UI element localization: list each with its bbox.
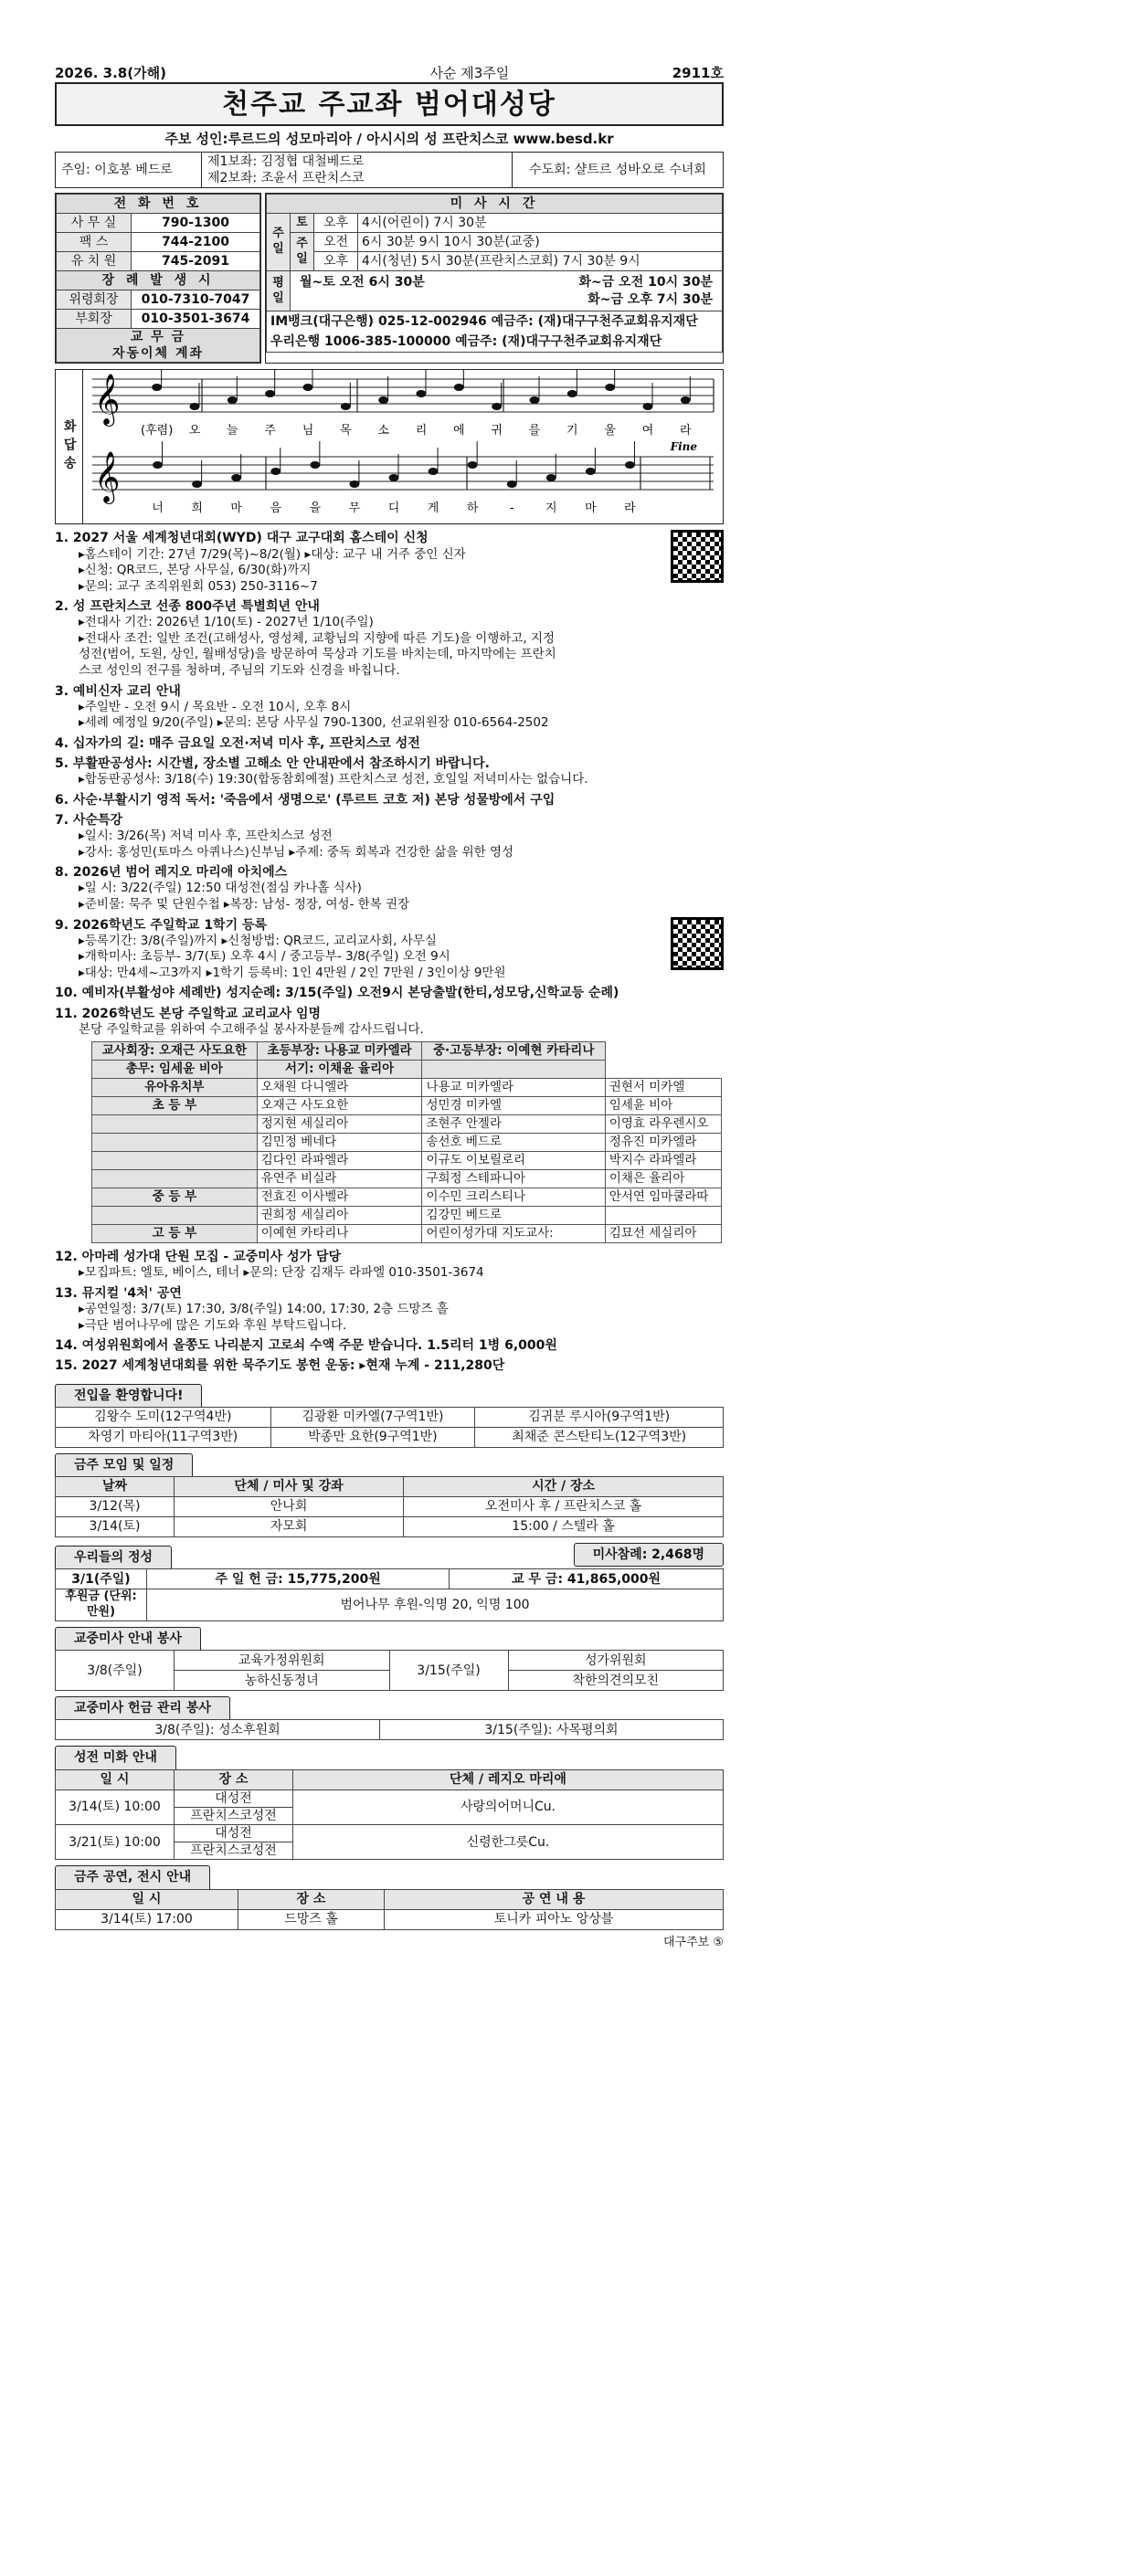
- teacher-name: 김민정 베네다: [257, 1134, 422, 1152]
- support-label: 후원금 (단위:만원): [56, 1589, 147, 1621]
- lyric-syllable: 마: [230, 501, 242, 516]
- qr-code-icon: [671, 530, 724, 583]
- teacher-dept: 유아유치부: [92, 1079, 258, 1097]
- qr-code-icon: [671, 917, 724, 970]
- contact-title: 전 화 번 호: [57, 195, 260, 214]
- vice-pastors: [202, 153, 513, 187]
- notice-line: ▸준비물: 묵주 및 단원수첩 ▸복장: 남성- 정장, 여성- 한복 권장: [79, 896, 410, 912]
- lyric-syllable: 늘: [227, 424, 238, 438]
- lyric-syllable: 목: [340, 424, 352, 438]
- notice-line: ▸공연일정: 3/7(토) 17:30, 3/8(주일) 14:00, 17:30, 2층 드망즈 홀: [79, 1302, 449, 1317]
- bank-account-2: 우리은행 1006-385-100000 예금주: (재)대구구천주교회유지재단: [270, 334, 662, 349]
- lyric-syllable: 마: [585, 501, 597, 516]
- lyric-syllable: 음: [270, 501, 282, 516]
- cleaning-tab: 성전 미화 안내: [55, 1746, 176, 1768]
- notice-line: ▸일 시: 3/22(주일) 12:50 대성전(점심 카나홀 식사): [79, 881, 362, 896]
- show-place: 드망즈 홀: [238, 1909, 385, 1929]
- notice-line: 본당 주일학교를 위하여 수고해주실 봉사자분들께 감사드립니다.: [79, 1021, 424, 1037]
- meeting-group: 안나회: [175, 1497, 404, 1517]
- notice-item: [55, 917, 724, 982]
- note-head: [378, 396, 388, 404]
- bulletin-page: [55, 60, 724, 1950]
- lyric-syllable: 리: [415, 424, 428, 438]
- teacher-name: 김강민 베드로: [422, 1207, 605, 1225]
- notices-list: [55, 530, 724, 1038]
- giving-title: [57, 329, 260, 363]
- note-head: [468, 461, 478, 469]
- note-head: [389, 474, 399, 481]
- guide-date: 3/15(주일): [389, 1651, 508, 1691]
- newcomer: 차영기 마티아(11구역3반): [56, 1427, 271, 1447]
- notice-title: 11. 2026학년도 본당 주일학교 교리교사 임명: [55, 1006, 321, 1021]
- cash-tab: 교중미사 헌금 관리 봉사: [55, 1696, 230, 1719]
- guide-group: 성가위원회: [508, 1651, 724, 1671]
- teacher-name: 김묘선 세실리아: [605, 1225, 721, 1243]
- teacher-name: 오채원 다니엘라: [257, 1079, 422, 1097]
- notice-line: ▸주일반 - 오전 9시 / 목요반 - 오전 10시, 오후 8시: [79, 699, 352, 714]
- giving-sub: 자동이체 계좌: [111, 346, 205, 362]
- teacher-dept: [92, 1207, 258, 1225]
- notice-item: [55, 1337, 724, 1354]
- notice-item: [55, 683, 724, 732]
- teacher-name: 권현서 미카엘: [605, 1079, 721, 1097]
- notice-line: ▸문의: 교구 조직위원회 053) 250-3116~7: [79, 578, 318, 594]
- notice-item: [55, 792, 724, 808]
- notice-item: [55, 530, 724, 595]
- lyric-syllable: 귀: [491, 424, 503, 438]
- col-content: 공 연 내 용: [385, 1889, 724, 1909]
- treble-clef-icon: 𝄞: [94, 451, 121, 503]
- col-group: 단체 / 미사 및 강좌: [175, 1477, 404, 1497]
- col-time: 시간 / 장소: [404, 1477, 724, 1497]
- giving-label: 교 무 금: [130, 330, 186, 344]
- meeting-group: 자모회: [175, 1517, 404, 1537]
- patron-line: 주보 성인:루르드의 성모마리아 / 아시시의 성 프란치스코 www.besd.kr: [164, 131, 614, 147]
- notice-title: 15. 2027 세계청년대회를 위한 묵주기도 봉헌 운동: ▸현재 누계 - 211,280단: [55, 1358, 505, 1374]
- teacher-name: 이규도 이보릴로리: [422, 1152, 605, 1170]
- contact-table: [55, 193, 261, 364]
- cleaning-place: 프란치스코성전: [175, 1807, 293, 1824]
- sun-label: 주일: [291, 233, 314, 271]
- weekday-label: 평 일: [267, 271, 291, 311]
- offering-tabs: [55, 1537, 724, 1568]
- notice-title: 12. 아마레 성가대 단원 모집 - 교중미사 성가 담당: [55, 1250, 342, 1265]
- notices-list-2: [55, 1249, 724, 1374]
- teacher-name: 서기: 이채윤 율리아: [257, 1061, 422, 1079]
- office-label: 사 무 실: [57, 214, 132, 233]
- pastors-bar: [55, 152, 724, 188]
- guide-date: 3/8(주일): [56, 1651, 175, 1691]
- notice-item: [55, 1357, 724, 1374]
- notice-line: ▸대상: 만4세~고3까지 ▸1학기 등록비: 1인 4만원 / 2인 7만원 / 3인이상 9만원: [79, 965, 506, 980]
- note-head: [190, 403, 200, 410]
- notice-item: [55, 1006, 724, 1039]
- teacher-dept: [92, 1134, 258, 1152]
- newcomer: 최채준 콘스탄티노(12구역3반): [475, 1427, 724, 1447]
- cleaning-table: [55, 1769, 724, 1861]
- weekday-am-extra: 화~금 오전 10시 30분: [578, 275, 713, 290]
- notice-item: [55, 1249, 724, 1282]
- teacher-name: 이수민 크리스티나: [422, 1188, 605, 1207]
- saturday-label: 토: [291, 214, 314, 233]
- guide-group: 착한의견의모친: [508, 1671, 724, 1691]
- funeral-head-label: 위령회장: [57, 290, 132, 310]
- cleaning-place: 프란치스코성전: [175, 1842, 293, 1860]
- note-head: [625, 461, 635, 469]
- lyric-syllable: 소: [377, 424, 389, 438]
- teacher-name: 조현주 안젤라: [422, 1115, 605, 1134]
- teacher-name: 권희정 세실리아: [257, 1207, 422, 1225]
- teacher-dept: 중 등 부: [92, 1188, 258, 1207]
- lyric-syllable: 게: [427, 501, 439, 516]
- teacher-dept: [92, 1152, 258, 1170]
- main-pastor: 주임: 이호봉 베드로: [56, 153, 202, 187]
- lyric-syllable: 를: [528, 424, 541, 438]
- note-head: [192, 480, 202, 488]
- note-head: [546, 474, 556, 481]
- note-head: [231, 474, 241, 481]
- psalm-label: 화답송: [56, 370, 83, 523]
- notice-line: ▸강사: 홍성민(토마스 아퀴나스)신부님 ▸주제: 중독 회복과 건강한 삶을 위한 영성: [79, 844, 514, 860]
- note-head: [270, 468, 280, 475]
- issue-date: 2026. 3.8(가해): [55, 64, 166, 81]
- notice-line: ▸신청: QR코드, 본당 사무실, 6/30(화)까지: [79, 563, 312, 578]
- guide-group: 교육가정위원회: [175, 1651, 390, 1671]
- funeral-vice-label: 부회장: [57, 310, 132, 329]
- teacher-dept: 총무: 임세윤 비아: [92, 1061, 258, 1079]
- newcomer: 박종만 요한(9구역1반): [270, 1427, 475, 1447]
- cash-duty: 3/8(주일): 성소후원회: [56, 1720, 380, 1740]
- teacher-name: 이채은 율리아: [605, 1170, 721, 1188]
- notice-item: [55, 598, 724, 679]
- cleaning-place: 대성전: [175, 1789, 293, 1807]
- teacher-name: 초등부장: 나용교 미카엘라: [257, 1042, 422, 1061]
- lyric-syllable: -: [509, 501, 514, 516]
- lyric-syllable: 주: [264, 424, 276, 438]
- lyric-syllable: 오: [188, 424, 201, 438]
- notice-line: 성전(범어, 도원, 상인, 월배성당)을 방문하여 묵상과 기도를 바치는데, 마지막에는 프란치: [79, 647, 556, 662]
- teacher-name: 임세윤 비아: [605, 1097, 721, 1115]
- office-phone: 790-1300: [132, 214, 260, 233]
- show-content: 토니카 피아노 앙상블: [385, 1909, 724, 1929]
- meeting-date: 3/14(토): [56, 1517, 175, 1537]
- lyric-syllable: 여: [641, 424, 654, 438]
- notice-line: ▸일시: 3/26(목) 저녁 미사 후, 프란치스코 성전: [79, 829, 333, 844]
- funeral-head-phone: 010-7310-7047: [132, 290, 260, 310]
- note-head: [349, 480, 359, 488]
- meeting-date: 3/12(목): [56, 1497, 175, 1517]
- note-head: [417, 390, 427, 397]
- notice-title: 13. 뮤지컬 '4처' 공연: [55, 1286, 182, 1302]
- teacher-name: 송선호 베드로: [422, 1134, 605, 1152]
- lyric-syllable: 울: [604, 424, 616, 438]
- welcome-table: [55, 1407, 724, 1448]
- sun-pm-times: 4시(청년) 5시 30분(프란치스코회) 7시 30분 9시: [358, 252, 723, 271]
- cleaning-group: 사랑의어머니Cu.: [293, 1789, 724, 1824]
- lyric-syllable: 지: [545, 501, 557, 516]
- teacher-dept: 초 등 부: [92, 1097, 258, 1115]
- note-head: [228, 396, 238, 404]
- mass-schedule: [265, 193, 724, 364]
- welcome-tab: 전입을 환영합니다!: [55, 1384, 202, 1407]
- note-head: [492, 403, 502, 410]
- bank-account-1: IM뱅크(대구은행) 025-12-002946 예금주: (재)대구구천주교회유지재단: [270, 314, 698, 329]
- treble-clef-icon: 𝄞: [94, 374, 121, 426]
- meetings-table: [55, 1476, 724, 1537]
- info-section: [55, 193, 724, 364]
- note-head: [681, 396, 691, 404]
- liturgical-sunday: 사순 제3주일: [429, 64, 510, 81]
- offering-date: 3/1(주일): [56, 1569, 147, 1589]
- parish-dues: 교 무 금: 41,865,000원: [450, 1569, 724, 1589]
- music-staff: [83, 370, 723, 523]
- notice-title: 4. 십자가의 길: 매주 금요일 오전·저녁 미사 후, 프란치스코 성전: [55, 735, 420, 751]
- teacher-dept: [92, 1115, 258, 1134]
- col-where: 장 소: [175, 1769, 293, 1789]
- sat-pm-label: 오후: [314, 214, 358, 233]
- vice-pastor-2: 제2보좌: 조윤서 프란치스코: [207, 171, 365, 185]
- note-head: [507, 480, 517, 488]
- note-head: [429, 468, 439, 475]
- fax-number: 744-2100: [132, 233, 260, 252]
- note-head: [586, 468, 596, 475]
- show-date: 3/14(토) 17:00: [56, 1909, 238, 1929]
- notice-item: [55, 1285, 724, 1334]
- notice-line: ▸세례 예정일 9/20(주일) ▸문의: 본당 사무실 790-1300, 선교위원장 010-6564-2502: [79, 715, 549, 731]
- col-legion: 단체 / 레지오 마리애: [293, 1769, 724, 1789]
- lyric-syllable: 디: [387, 501, 400, 516]
- mass-attendance: 미사참례: 2,468명: [574, 1543, 724, 1567]
- fax-label: 팩 스: [57, 233, 132, 252]
- notice-line: ▸합동판공성사: 3/18(수) 19:30(합동참회예절) 프란치스코 성전, 호일일 저녁미사는 없습니다.: [79, 772, 588, 787]
- teacher-name: 전효진 이사벨라: [257, 1188, 422, 1207]
- notice-item: [55, 755, 724, 788]
- notice-line: ▸전대사 기간: 2026년 1/10(토) - 2027년 1/10(주일): [79, 615, 374, 630]
- support-detail: 범어나무 후원-익명 20, 익명 100: [147, 1589, 724, 1621]
- lyric-syllable: 무: [348, 501, 361, 516]
- notice-line: ▸개학미사: 초등부- 3/7(토) 오후 4시 / 중고등부- 3/8(주일) 오전 9시: [79, 949, 450, 965]
- offering-tab: 우리들의 정성: [55, 1546, 172, 1568]
- teacher-name: [605, 1207, 721, 1225]
- weekday-pm: 화~금 오후 7시 30분: [587, 291, 713, 307]
- meetings-tab: 금주 모임 및 일정: [55, 1453, 193, 1476]
- sun-pm-label: 오후: [314, 252, 358, 271]
- teacher-name: 오재근 사도요한: [257, 1097, 422, 1115]
- teacher-name: 이예현 카타리나: [257, 1225, 422, 1243]
- teacher-table: [91, 1041, 722, 1243]
- guide-tab: 교중미사 안내 봉사: [55, 1627, 201, 1650]
- note-head: [310, 461, 320, 469]
- sun-am-times: 6시 30분 9시 10시 30분(교중): [358, 233, 723, 252]
- teacher-dept: 교사회장: 오재근 사도요한: [92, 1042, 258, 1061]
- religious-order: 수도회: 샬트르 성바오로 수녀회: [529, 162, 706, 177]
- note-head: [605, 384, 615, 391]
- newcomer: 김귀분 루시아(9구역1반): [475, 1407, 724, 1427]
- col-where: 장 소: [238, 1889, 385, 1909]
- weekday-morning: 월~토 오전 6시 30분: [300, 275, 425, 290]
- page-footer: 대구주보 ⑤: [662, 1935, 724, 1949]
- notice-title: 8. 2026년 범어 레지오 마리애 아치에스: [55, 865, 288, 881]
- teacher-name: 안서연 임마쿨라따: [605, 1188, 721, 1207]
- meeting-place: 오전미사 후 / 프란치스코 홀: [404, 1497, 724, 1517]
- lyric-syllable: 하: [466, 501, 479, 516]
- lyric-syllable: 너: [152, 501, 164, 516]
- sun-am-label: 오전: [314, 233, 358, 252]
- notice-title: 7. 사순특강: [55, 812, 123, 828]
- teacher-name: [422, 1061, 605, 1079]
- notice-title: 1. 2027 서울 세계청년대회(WYD) 대구 교구대회 홈스테이 신청: [55, 531, 429, 546]
- notice-line: ▸홈스테이 기간: 27년 7/29(목)~8/2(월) ▸대상: 교구 내 거주 중인 신자: [79, 546, 466, 562]
- note-head: [530, 396, 540, 404]
- sunday-label: 주 일: [267, 214, 291, 271]
- funeral-title: 장 례 발 생 시: [57, 271, 260, 290]
- notice-line: 스코 성인의 전구를 청하며, 주님의 기도와 신경을 바칩니다.: [79, 663, 400, 679]
- teacher-name: 성민경 미카엘: [422, 1097, 605, 1115]
- meeting-place: 15:00 / 스텔라 홀: [404, 1517, 724, 1537]
- teacher-name: 박지수 라파엘라: [605, 1152, 721, 1170]
- notice-item: [55, 864, 724, 913]
- teacher-name: 정유진 미카엘라: [605, 1134, 721, 1152]
- note-head: [265, 390, 275, 397]
- note-head: [303, 384, 313, 391]
- cleaning-date: 3/14(토) 10:00: [56, 1789, 175, 1824]
- notice-line: ▸극단 범어나무에 많은 기도와 후원 부탁드립니다.: [79, 1317, 347, 1333]
- show-table: [55, 1889, 724, 1930]
- lyric-syllable: 을: [309, 501, 322, 516]
- notice-title: 3. 예비신자 교리 안내: [55, 683, 181, 699]
- cleaning-group: 신령한그릇Cu.: [293, 1824, 724, 1859]
- notice-line: ▸모집파트: 엘토, 베이스, 테너 ▸문의: 단장 김재두 라파엘 010-3501-3674: [79, 1265, 484, 1281]
- psalm-response: [55, 369, 724, 524]
- note-head: [567, 390, 577, 397]
- lyric-syllable: 에: [453, 424, 465, 438]
- vice-pastor-1: 제1보좌: 김정협 대철베드로: [207, 153, 365, 169]
- note-head: [153, 461, 163, 469]
- teacher-name: 중·고등부장: 이예현 카타리나: [422, 1042, 605, 1061]
- notice-item: [55, 735, 724, 752]
- kindergarten-label: 유 치 원: [57, 252, 132, 271]
- lyric-syllable: (후렴): [141, 424, 174, 438]
- mass-title: 미 사 시 간: [267, 195, 723, 214]
- guide-group: 농하신동정녀: [175, 1671, 390, 1691]
- notice-title: 2. 성 프란치스코 선종 800주년 특별희년 안내: [55, 599, 320, 615]
- note-head: [152, 384, 162, 391]
- teacher-dept: 고 등 부: [92, 1225, 258, 1243]
- teacher-name: 어린이성가대 지도교사:: [422, 1225, 605, 1243]
- sat-mass-times: 4시(어린이) 7시 30분: [358, 214, 723, 233]
- notice-item: [55, 812, 724, 860]
- issue-number: 2911호: [672, 64, 724, 81]
- newcomer: 김왕수 도미(12구역4반): [56, 1407, 271, 1427]
- kindergarten-phone: 745-2091: [132, 252, 260, 271]
- notice-title: 10. 예비자(부활성야 세례반) 성지순례: 3/15(주일) 오전9시 본당출발(한티,성모당,신학교등 순례): [55, 986, 619, 1001]
- bulletin-header: [55, 60, 724, 82]
- teacher-dept: [92, 1170, 258, 1188]
- newcomer: 김광환 미카엘(7구역1반): [270, 1407, 475, 1427]
- lyric-syllable: 라: [624, 501, 636, 516]
- notice-line: ▸전대사 조건: 일반 조건(고해성사, 영성체, 교황님의 지향에 따른 기도)을 이행하고, 지정: [79, 630, 556, 646]
- col-when: 일 시: [56, 1769, 175, 1789]
- col-when: 일 시: [56, 1889, 238, 1909]
- col-date: 날짜: [56, 1477, 175, 1497]
- note-head: [454, 384, 464, 391]
- notice-title: 5. 부활판공성사: 시간별, 장소별 고해소 안 안내판에서 참조하시기 바랍니다.: [55, 756, 491, 772]
- notice-item: [55, 985, 724, 1001]
- guide-table: [55, 1650, 724, 1691]
- funeral-vice-phone: 010-3501-3674: [132, 310, 260, 329]
- notice-line: ▸등록기간: 3/8(주일)까지 ▸신청방법: QR코드, 교리교사회, 사무실: [79, 933, 437, 948]
- notice-title: 6. 사순·부활시기 영적 독서: '죽음에서 생명으로' (루르트 코흐 저) 본당 성물방에서 구입: [55, 792, 556, 808]
- notice-title: 14. 여성위원회에서 올쫑도 나리분지 고로쇠 수액 주문 받습니다. 1.5리터 1병 6,000원: [55, 1338, 557, 1354]
- cleaning-date: 3/21(토) 10:00: [56, 1824, 175, 1859]
- lyric-syllable: 기: [566, 424, 578, 438]
- bank-accounts: [267, 311, 723, 353]
- lyric-syllable: 희: [191, 501, 203, 516]
- lyric-syllable: 라: [680, 424, 692, 438]
- cash-table: [55, 1719, 724, 1740]
- teacher-name: 유연주 비실라: [257, 1170, 422, 1188]
- cleaning-place: 대성전: [175, 1824, 293, 1842]
- weekday-times: [291, 271, 723, 311]
- notice-title: 9. 2026학년도 주일학교 1학기 등록: [55, 917, 268, 933]
- fine-mark: Fine: [670, 440, 697, 454]
- teacher-name: 구희정 스테파니아: [422, 1170, 605, 1188]
- show-tab: 금주 공연, 전시 안내: [55, 1865, 210, 1888]
- offering-table: [55, 1568, 724, 1621]
- teacher-name: 나용교 미카엘라: [422, 1079, 605, 1097]
- teacher-name: 이영효 라우렌시오: [605, 1115, 721, 1134]
- teacher-name: 김다인 라파엘라: [257, 1152, 422, 1170]
- lyric-syllable: 님: [302, 424, 314, 438]
- cash-duty: 3/15(주일): 사목평의회: [379, 1720, 723, 1740]
- note-head: [643, 403, 653, 410]
- page-title: 천주교 주교좌 범어대성당: [55, 82, 724, 126]
- teacher-name: 정지현 세실리아: [257, 1115, 422, 1134]
- sunday-offering: 주 일 헌 금: 15,775,200원: [147, 1569, 450, 1589]
- note-head: [341, 403, 351, 410]
